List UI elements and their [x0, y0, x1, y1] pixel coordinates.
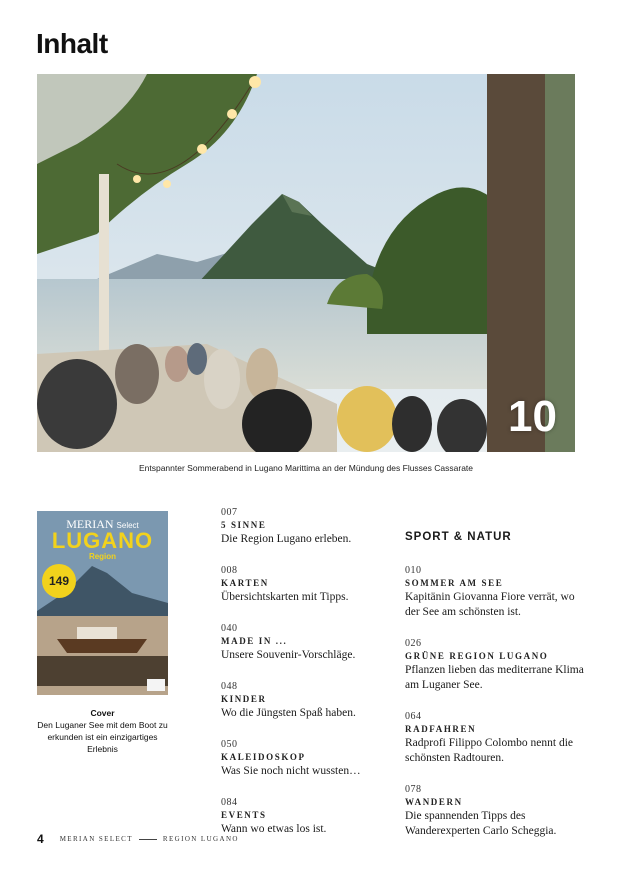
toc-page-number: 010 [405, 565, 422, 576]
toc-entry[interactable] [221, 681, 391, 721]
toc-description: Kapitänin Giovanna Fiore verrät, wo der See am schönsten ist. [405, 591, 575, 618]
cover-title: LUGANO [51, 528, 154, 553]
toc-category: KARTEN [221, 578, 269, 588]
toc-description: Was Sie noch nicht wussten… [221, 765, 361, 777]
toc-entry[interactable] [405, 784, 585, 839]
toc-page-number: 048 [221, 681, 238, 692]
toc-entry[interactable] [405, 565, 585, 620]
page-title: Inhalt [36, 28, 108, 59]
toc-description: Die spannenden Tipps des Wanderexperten Carlo Scheggia. [405, 810, 557, 837]
toc-category: RADFAHREN [405, 724, 477, 734]
toc-page-number: 050 [221, 739, 238, 750]
footer-divider [139, 839, 157, 840]
toc-page-number: 064 [405, 711, 422, 722]
toc-entry[interactable] [221, 565, 391, 605]
cover-badge: 149 [42, 564, 76, 598]
toc-page-number: 078 [405, 784, 422, 795]
toc-entry[interactable] [405, 711, 585, 766]
photo-caption: Entspannter Sommerabend in Lugano Marittima an der Mündung des Flusses Cassarate [138, 463, 474, 473]
toc-page-number: 040 [221, 623, 238, 634]
toc-description: Radprofi Filippo Colombo nennt die schönsten Radtouren. [405, 737, 574, 764]
toc-entry[interactable] [221, 797, 391, 837]
toc-category: SOMMER AM SEE [405, 578, 504, 588]
toc-page-number: 007 [221, 507, 238, 518]
toc-description: Unsere Souvenir-Vorschläge. [221, 649, 356, 661]
toc-description: Die Region Lugano erleben. [221, 533, 352, 545]
toc-category: KINDER [221, 694, 267, 704]
toc-category: MADE IN ... [221, 636, 288, 646]
cover-caption-label: Cover [90, 708, 115, 718]
footer-page-number: 4 [37, 832, 44, 846]
footer-magazine: MERIAN SELECT [59, 835, 133, 843]
feature-page-number[interactable]: 10 [508, 392, 557, 441]
lake-photo [37, 74, 575, 452]
cover-thumbnail [37, 511, 168, 695]
page-footer [37, 832, 239, 846]
toc-description: Übersichtskarten mit Tipps. [221, 591, 349, 603]
toc-entry[interactable] [221, 739, 391, 779]
toc-entry[interactable] [221, 623, 391, 663]
toc-description: Wo die Jüngsten Spaß haben. [221, 707, 356, 719]
cover-caption [37, 707, 168, 755]
toc-page-number: 008 [221, 565, 238, 576]
toc-entry[interactable] [221, 507, 391, 547]
toc-description: Pflanzen lieben das mediterrane Klima am Luganer See. [405, 664, 584, 691]
cover-caption-text: Den Luganer See mit dem Boot zu erkunden ist ein einzigartiges Erlebnis [37, 720, 168, 754]
toc-category: 5 SINNE [221, 520, 267, 530]
toc-category: GRÜNE REGION LUGANO [405, 651, 549, 661]
toc-category: KALEIDOSKOP [221, 752, 306, 762]
cover-brand: MERIAN Select [66, 517, 139, 531]
cover-subtitle: Region [88, 552, 117, 561]
toc-page-number: 026 [405, 638, 422, 649]
toc-category: EVENTS [221, 810, 267, 820]
lake-scene-illustration [37, 74, 575, 452]
footer-issue: REGION LUGANO [162, 835, 239, 843]
toc-entry[interactable] [405, 638, 585, 693]
toc-section-heading: SPORT & NATUR [405, 531, 512, 543]
toc-category: WANDERN [405, 797, 463, 807]
toc-left-column [221, 507, 391, 855]
toc-right-column [405, 531, 585, 857]
toc-description: Wann wo etwas los ist. [221, 823, 327, 835]
toc-page-number: 084 [221, 797, 238, 808]
